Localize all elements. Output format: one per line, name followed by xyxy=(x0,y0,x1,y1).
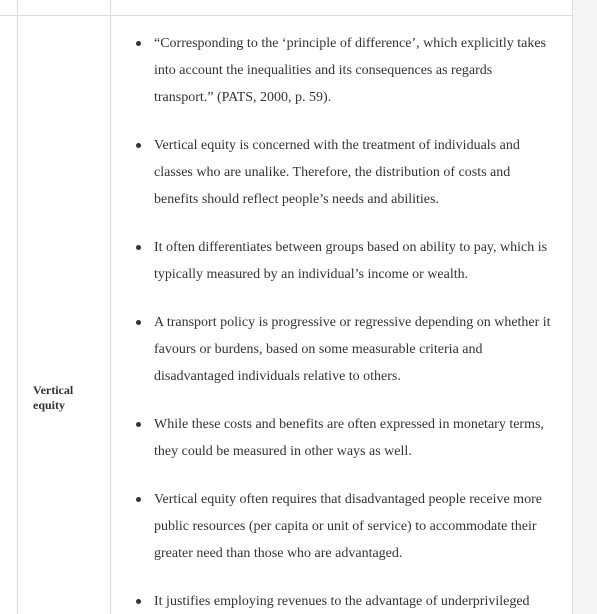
bullet-icon xyxy=(136,143,141,148)
bullet-icon xyxy=(136,422,141,427)
row-label-cell xyxy=(17,16,111,614)
table-row-vertical-equity xyxy=(0,16,572,614)
page-scrollbar[interactable] xyxy=(586,0,597,614)
list-item-text: It justifies employing revenues to the advantage of underprivileged xyxy=(154,594,530,609)
bullet-icon xyxy=(136,41,141,46)
bullet-icon xyxy=(136,599,141,604)
list-item-text: It often differentiates between groups based on ability to pay, which is typically measured by an individual’s income or wealth. xyxy=(154,240,548,282)
row-label: Vertical equity xyxy=(33,383,74,412)
bullet-icon xyxy=(136,320,141,325)
list-item xyxy=(110,234,572,288)
list-item-text: A transport policy is progressive or regressive depending on whether it favours or burdens, based on some measurable criteria and disadvantaged individuals relative to others. xyxy=(154,315,551,384)
bullet-icon xyxy=(136,245,141,250)
previous-table-row xyxy=(0,0,572,16)
bullet-icon xyxy=(136,497,141,502)
row-content-cell xyxy=(110,16,572,614)
previous-row-label-cell xyxy=(17,0,111,15)
bullet-list xyxy=(110,30,572,614)
list-item xyxy=(110,411,572,465)
list-item-text: Vertical equity often requires that disadvantaged people receive more public resources (per capita or unit of service) to accommodate their greater need than those who are advantaged. xyxy=(154,492,542,561)
list-item xyxy=(110,309,572,390)
list-item-text: Vertical equity is concerned with the treatment of individuals and classes who are unalike. Therefore, the distribution of costs and benefits should reflect people’s needs and abilities. xyxy=(154,138,520,207)
list-item xyxy=(110,132,572,213)
list-item xyxy=(110,588,572,614)
list-item xyxy=(110,30,572,111)
list-item-text: “Corresponding to the ‘principle of difference’, which explicitly takes into account the inequalities and its consequences as regards transport.” (PATS, 2000, p. 59). xyxy=(154,36,546,105)
list-item-text: While these costs and benefits are often expressed in monetary terms, they could be measured in other ways as well. xyxy=(154,417,544,459)
list-item xyxy=(110,486,572,567)
